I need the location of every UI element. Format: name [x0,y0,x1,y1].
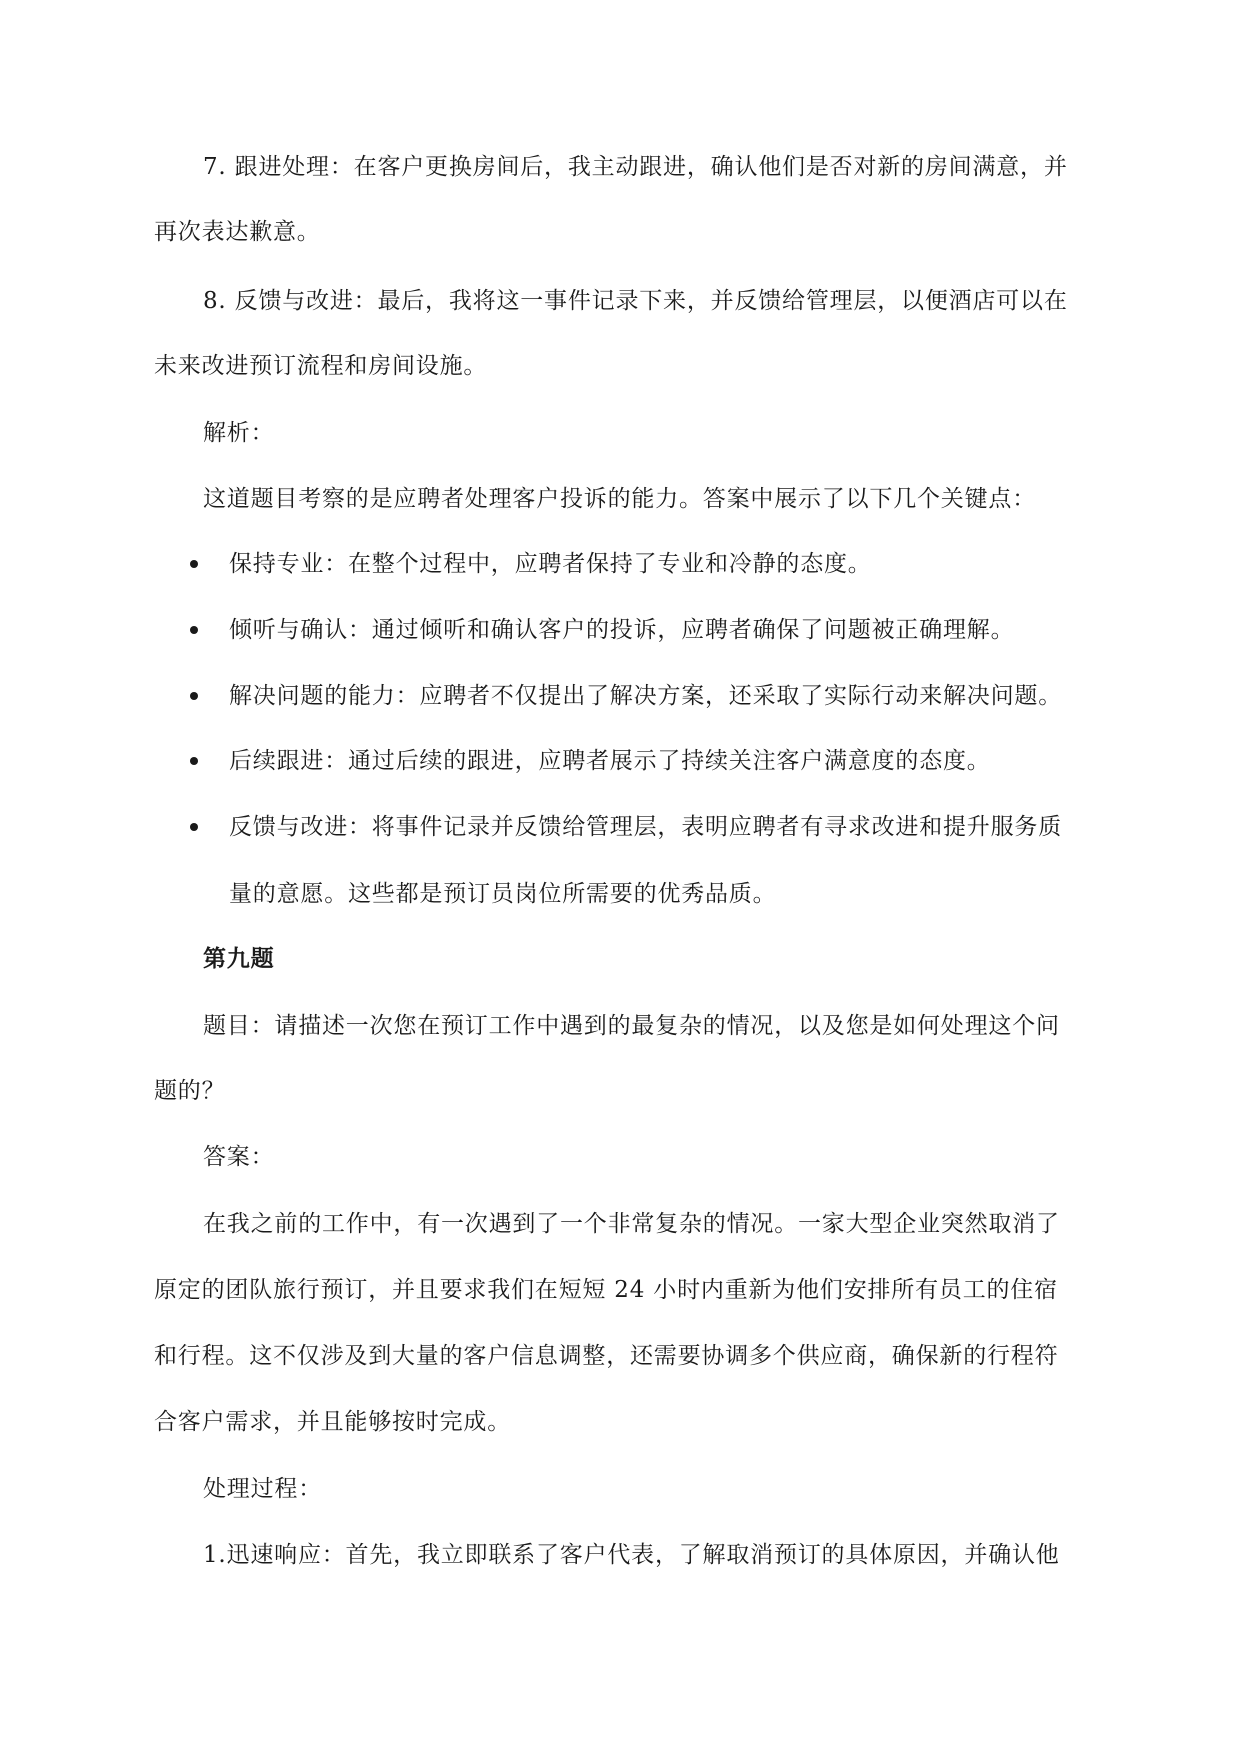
process-step-1-line-1: 1.迅速响应：首先，我立即联系了客户代表，了解取消预订的具体原因，并确认他 [203,1542,1060,1568]
bullet-icon [190,692,198,700]
answer-line: 和行程。这不仅涉及到大量的客户信息调整，还需要协调多个供应商，确保新的行程符 [154,1343,1059,1369]
analysis-label: 解析： [203,420,275,446]
key-point-text: 解决问题的能力：应聘者不仅提出了解决方案，还采取了实际行动来解决问题。 [229,683,1062,709]
answer-line: 原定的团队旅行预订，并且要求我们在短短 24 小时内重新为他们安排所有员工的住宿 [154,1277,1058,1303]
question-line-2: 题的？ [154,1078,226,1104]
question-line-1: 题目：请描述一次您在预订工作中遇到的最复杂的情况，以及您是如何处理这个问 [203,1013,1060,1039]
process-label: 处理过程： [203,1476,322,1502]
section-heading: 第九题 [203,945,275,972]
key-point-text: 后续跟进：通过后续的跟进，应聘者展示了持续关注客户满意度的态度。 [229,748,991,774]
key-point-text: 保持专业：在整个过程中，应聘者保持了专业和冷静的态度。 [229,551,872,577]
paragraph-step-7-line-2: 再次表达歉意。 [154,219,321,245]
paragraph-step-7-line-1: 7. 跟进处理：在客户更换房间后，我主动跟进，确认他们是否对新的房间满意，并 [203,154,1068,180]
key-point-text: 倾听与确认：通过倾听和确认客户的投诉，应聘者确保了问题被正确理解。 [229,617,1015,643]
paragraph-step-8-line-2: 未来改进预订流程和房间设施。 [154,353,488,379]
paragraph-step-8-line-1: 8. 反馈与改进：最后，我将这一事件记录下来，并反馈给管理层，以便酒店可以在 [203,288,1068,314]
bullet-icon [190,823,198,831]
key-point-text: 反馈与改进：将事件记录并反馈给管理层，表明应聘者有寻求改进和提升服务质 [229,814,1062,840]
bullet-icon [190,626,198,634]
key-point-text-continued: 量的意愿。这些都是预订员岗位所需要的优秀品质。 [229,881,777,907]
answer-label: 答案： [203,1144,275,1170]
bullet-icon [190,757,198,765]
answer-line: 合客户需求，并且能够按时完成。 [154,1409,511,1435]
analysis-intro: 这道题目考察的是应聘者处理客户投诉的能力。答案中展示了以下几个关键点： [203,486,1036,512]
bullet-icon [190,560,198,568]
answer-line: 在我之前的工作中，有一次遇到了一个非常复杂的情况。一家大型企业突然取消了 [203,1211,1060,1237]
